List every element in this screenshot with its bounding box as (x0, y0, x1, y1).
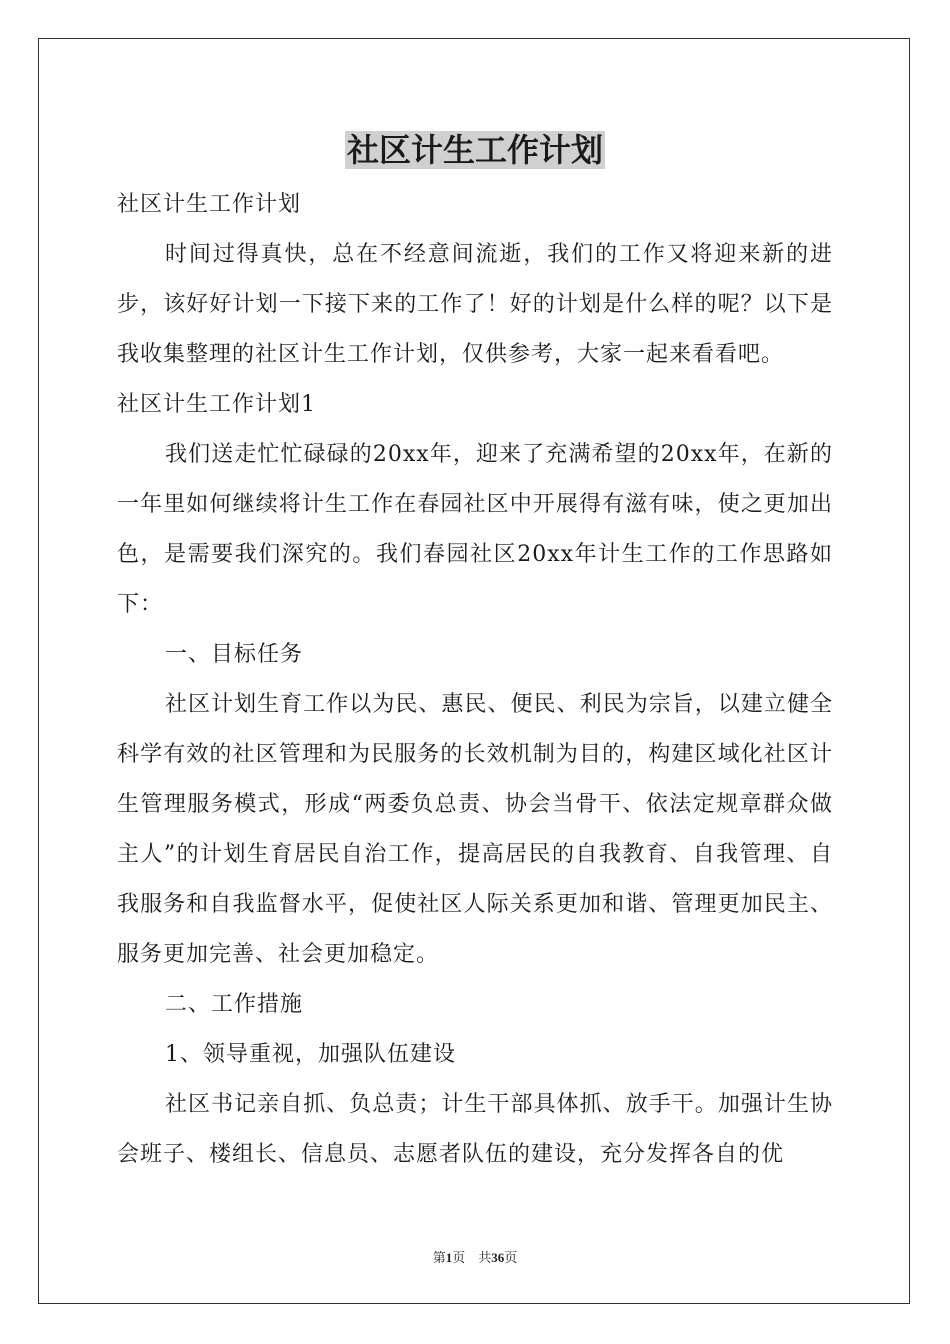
footer-page-number: 1 (445, 1250, 453, 1265)
footer-total-pages: 36 (491, 1250, 505, 1265)
subsection-heading: 1、领导重视，加强队伍建设 (165, 1042, 456, 1067)
document-title (0, 128, 950, 172)
footer-prefix: 第 (432, 1250, 446, 1265)
footer-suffix: 页 (504, 1250, 518, 1265)
section-heading: 一、目标任务 (165, 642, 304, 667)
document-body (117, 180, 833, 1180)
page-footer (0, 1247, 950, 1266)
paragraph: 社区计生工作计划1 (117, 392, 316, 417)
paragraph: 社区计生工作计划 (117, 192, 302, 217)
document-title-text: 社区计生工作计划 (346, 131, 603, 169)
paragraph: 社区书记亲自抓、负总责；计生干部具体抓、放手干。加强计生协会班子、楼组长、信息员、志愿者队伍的建设，充分发挥各自的优 (117, 1092, 833, 1167)
paragraph: 我们送走忙忙碌碌的20xx年，迎来了充满希望的20xx年，在新的一年里如何继续将计生工作在春园社区中开展得有滋有味，使之更加出色，是需要我们深究的。我们春园社区20xx年计生工作的工作思路如下： (117, 442, 833, 617)
footer-mid: 页 共 (452, 1250, 492, 1265)
paragraph: 社区计划生育工作以为民、惠民、便民、利民为宗旨，以建立健全科学有效的社区管理和为民服务的长效机制为目的，构建区域化社区计生管理服务模式，形成“两委负总责、协会当骨干、依法定规章群众做主人”的计划生育居民自治工作，提高居民的自我教育、自我管理、自我服务和自我监督水平，促使社区人际关系更加和谐、管理更加民主、服务更加完善、社会更加稳定。 (117, 692, 833, 967)
paragraph: 时间过得真快，总在不经意间流逝，我们的工作又将迎来新的进步，该好好计划一下接下来的工作了！好的计划是什么样的呢？以下是我收集整理的社区计生工作计划，仅供参考，大家一起来看看吧。 (117, 242, 833, 367)
section-heading: 二、工作措施 (165, 992, 304, 1017)
